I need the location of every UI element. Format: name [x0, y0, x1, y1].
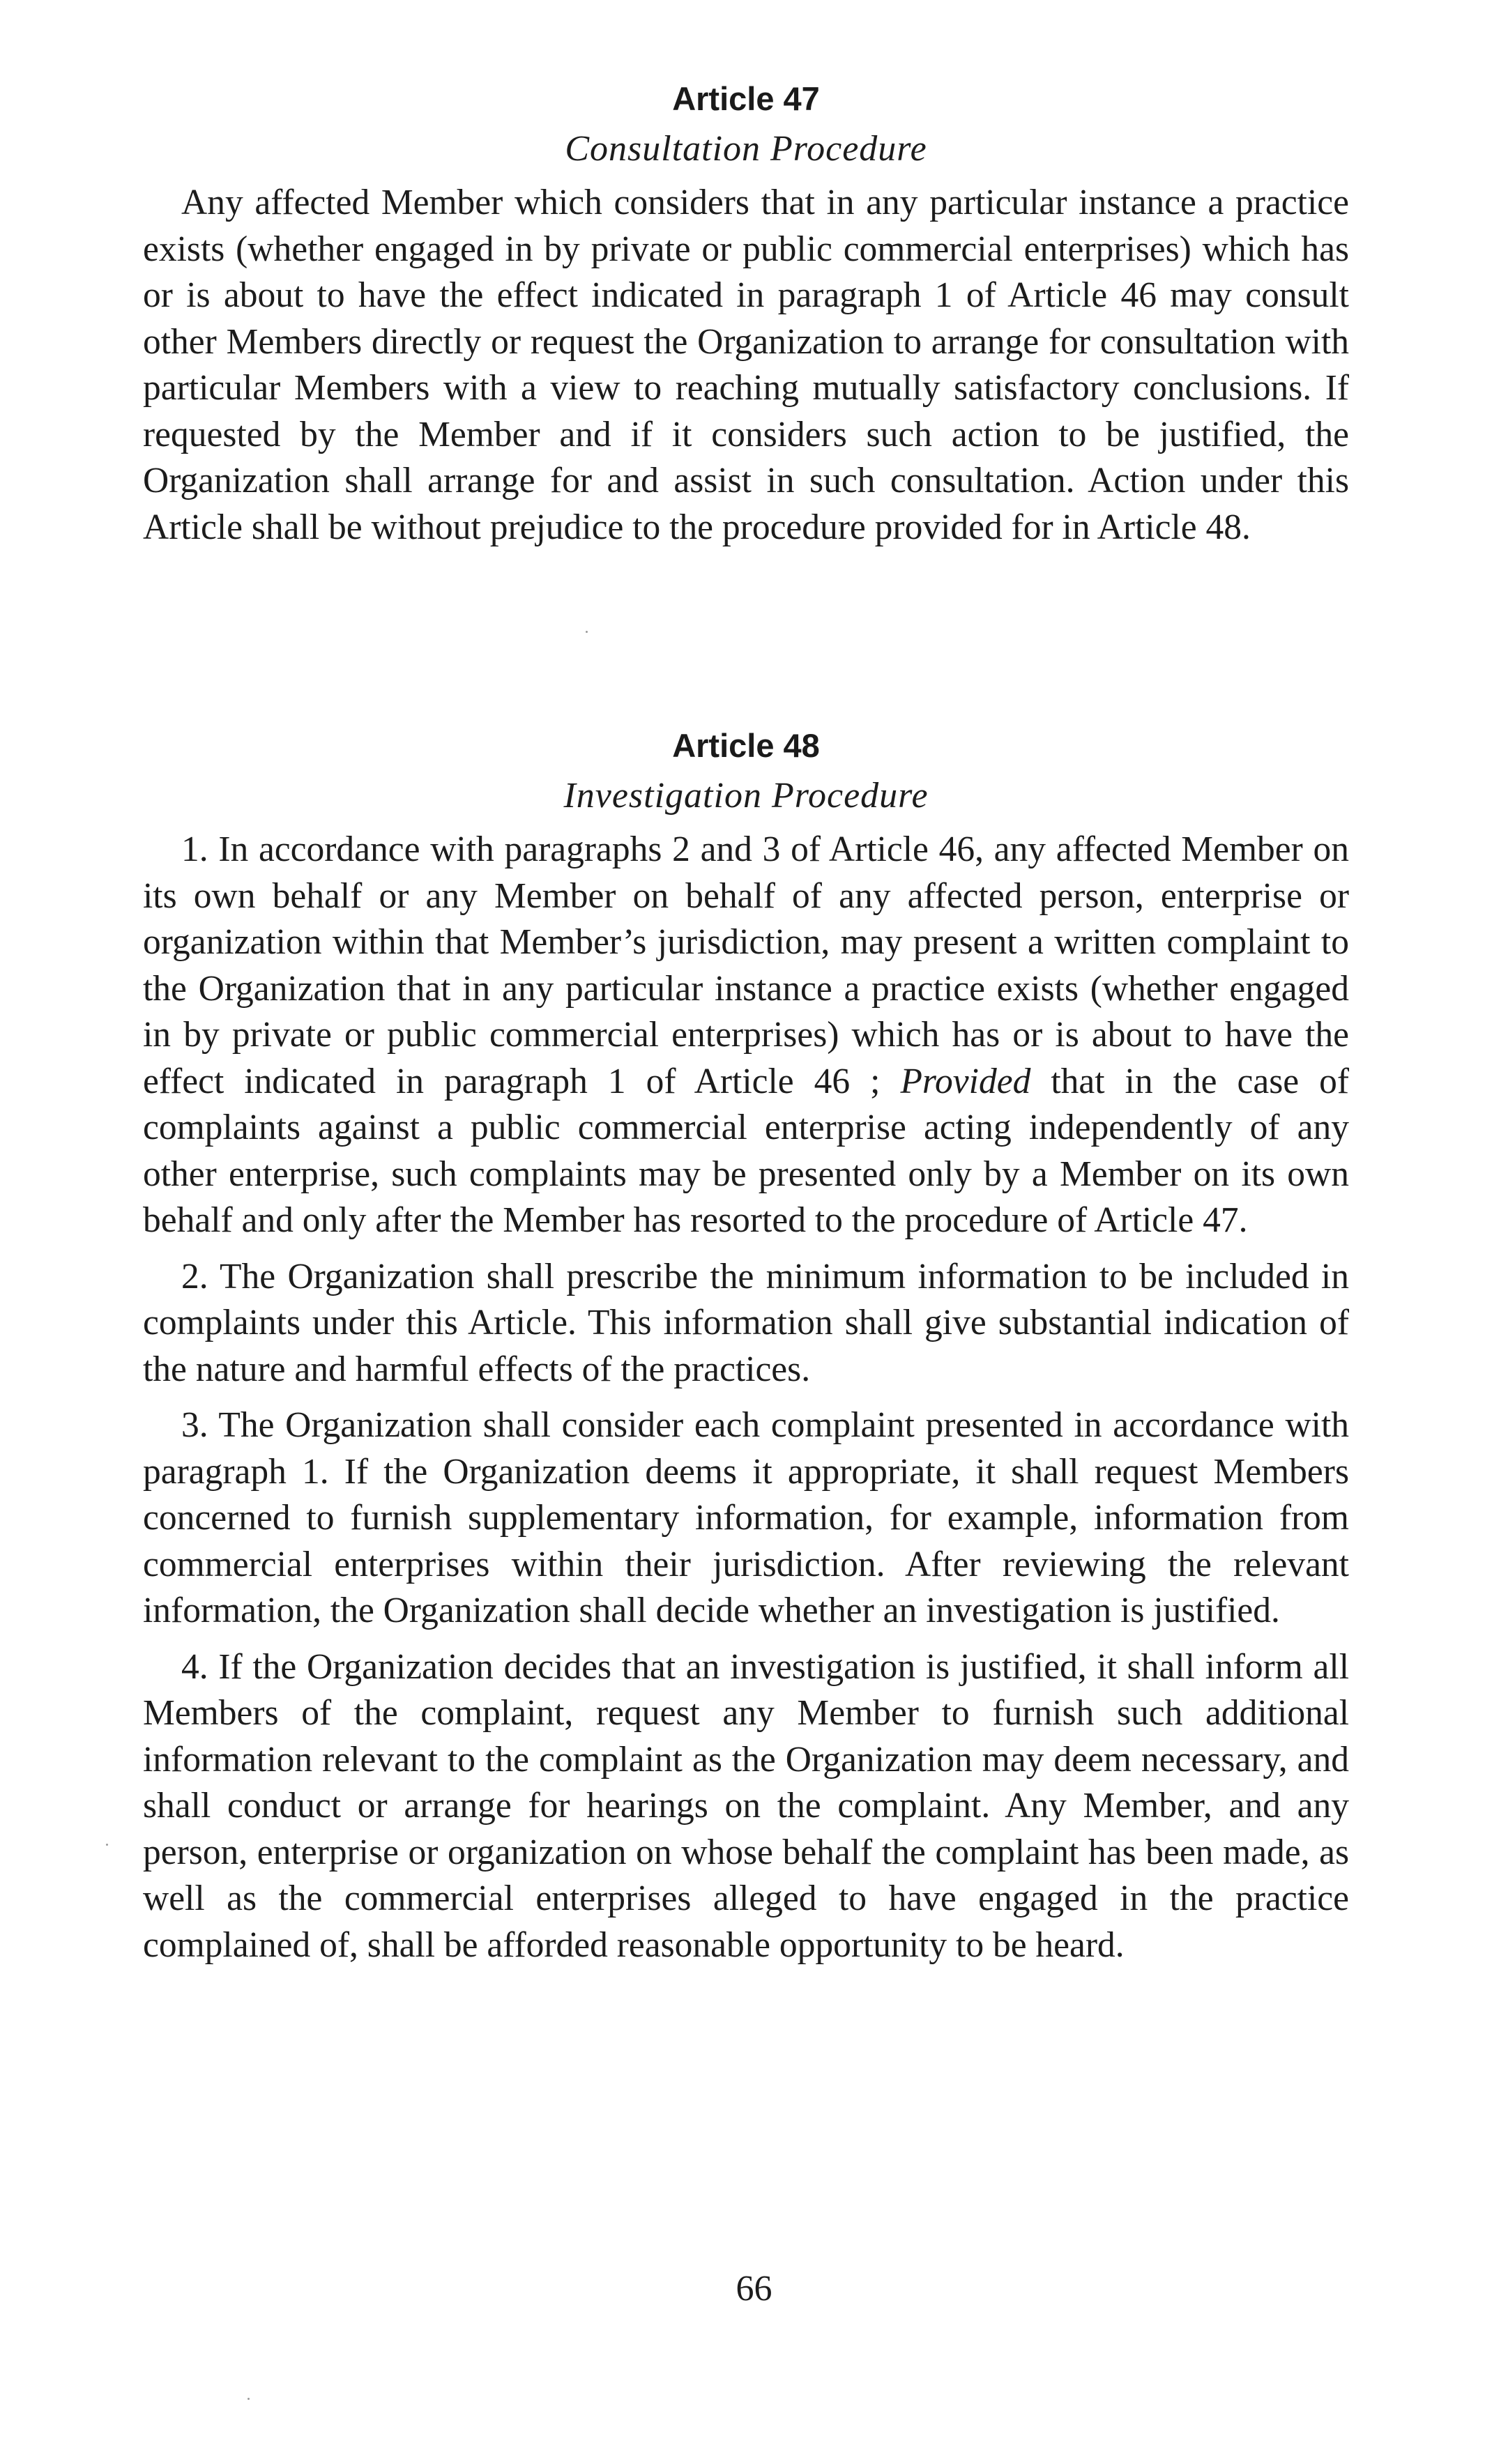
paragraph-1-text-start: 1. In accordance with paragraphs 2 and 3 of Article 46, any affected Member on its own behalf or any Member on behalf of any affected person, enterprise or organization within that Member’s jurisdiction, may present a written complaint to the Organization that in any particular instance a practice exists (whether engaged in by private or public commercial enterprises) which has or is about to have the effect indicated in paragraph 1 of Article 46 ; — [143, 829, 1349, 1101]
paragraph-1-text-end: that in the case of complaints against a public commercial enterprise acting independently of any other enterprise, such complaints may be presented only by a Member on its own behalf and only after the Member has resorted to the procedure of Article 47. — [143, 1061, 1349, 1240]
scan-speck — [247, 2398, 250, 2400]
page-number: 66 — [736, 2269, 772, 2309]
article-47-subheading: Consultation Procedure — [565, 129, 927, 169]
article-48-heading: Article 48 — [672, 727, 820, 764]
scan-speck — [106, 1844, 108, 1846]
article-48-paragraph-4: 4. If the Organization decides that an investigation is justified, it shall inform all Members of the complaint, request any Member to furnish such additional information relevant to the complaint as the Organization may deem necessary, and shall conduct or arrange for hearings on the complaint. Any Member, and any person, enterprise or organization on whose behalf the complaint has been made, as well as the commercial enterprises alleged to have engaged in the practice complained of, shall be afforded reasonable opportunity to be heard. — [143, 1646, 1349, 1965]
article-48-paragraph-3: 3. The Organization shall consider each complaint presented in accordance with paragraph 1. If the Organization deems it appropriate, it shall request Members concerned to furnish supplementary information, for example, information from commercial enterprises within their jurisdiction. After reviewing the relevant information, the Organization shall decide whether an investigation is justified. — [143, 1405, 1349, 1630]
article-47-section — [143, 78, 1349, 551]
paragraph-1-provided-italic: Provided — [900, 1061, 1031, 1101]
article-48-section — [143, 725, 1349, 1968]
scan-speck — [586, 631, 588, 633]
article-47-heading: Article 47 — [672, 80, 820, 117]
article-48-subheading: Investigation Procedure — [563, 776, 929, 816]
article-47-paragraph: Any affected Member which considers that in any particular instance a practice exists (whether engaged in by private or public commercial enterprises) which has or is about to have the effect indicated in paragraph 1 of Article 46 may consult other Members directly or request the Organization to arrange for consultation with particular Members with a view to reaching mutually satisfactory conclusions. If requested by the Member and if it considers such action to be justified, the Organization shall arrange for and assist in such consultation. Action under this Article shall be without prejudice to the procedure provided for in Article 48. — [143, 183, 1349, 547]
article-48-paragraph-2: 2. The Organization shall prescribe the minimum information to be included in complaints under this Article. This information shall give substantial indication of the nature and harmful effects of the practices. — [143, 1256, 1349, 1389]
article-48-paragraph-1 — [143, 827, 1349, 1244]
